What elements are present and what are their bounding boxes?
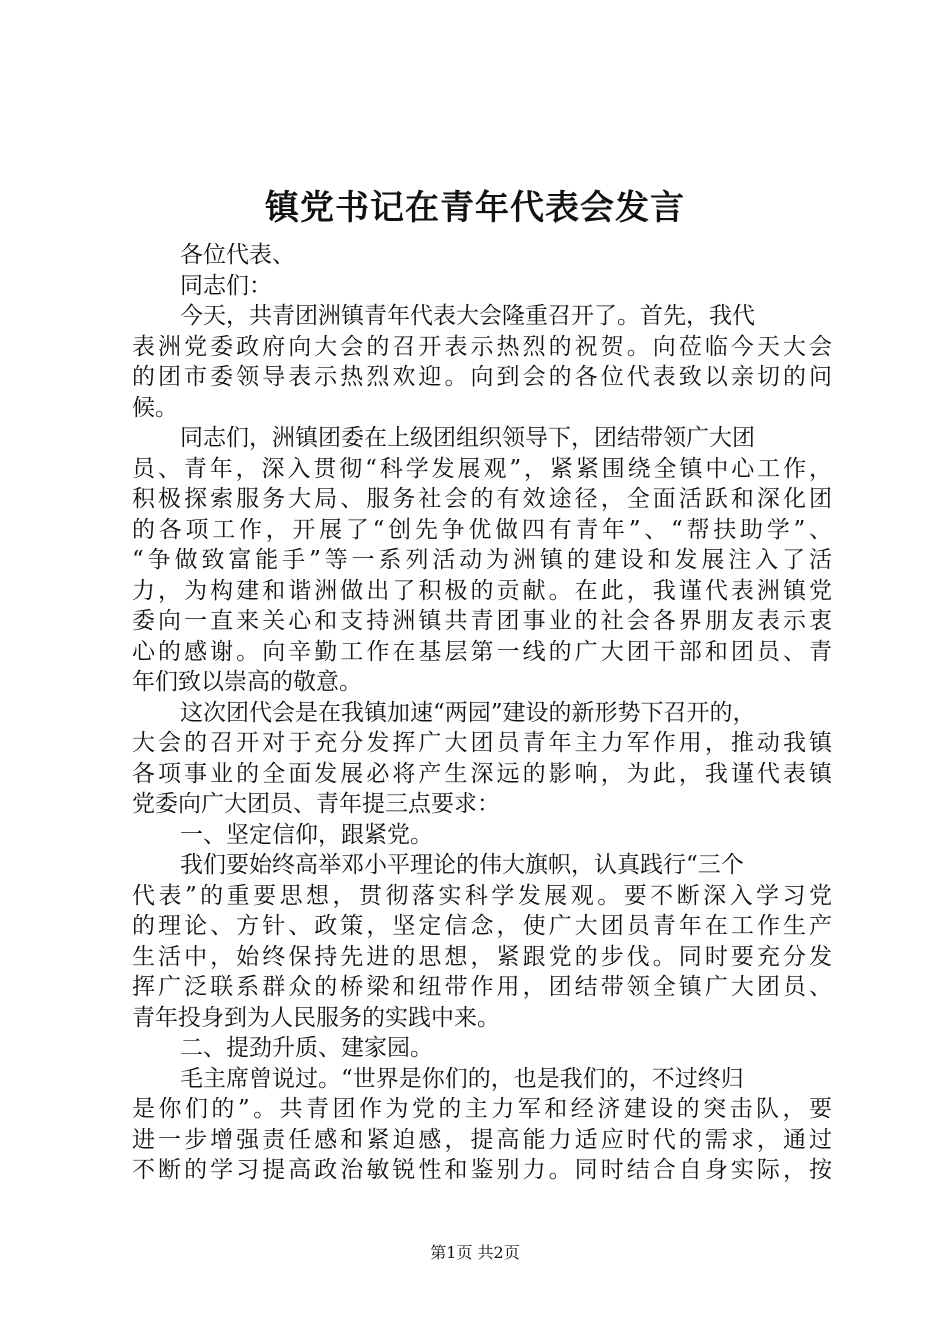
body-line: 是你们的”。共青团作为党的主力军和经济建设的突击队，要: [132, 1096, 832, 1122]
body-line: 心的感谢。向辛勤工作在基层第一线的广大团干部和团员、青: [132, 638, 832, 665]
body-line: 积极探索服务大局、服务社会的有效途径，全面活跃和深化团: [132, 486, 832, 512]
body-line: 的团市委领导表示热烈欢迎。向到会的各位代表致以亲切的问: [132, 364, 832, 390]
body-line: 委向一直来关心和支持洲镇共青团事业的社会各界朋友表示衷: [132, 608, 832, 634]
body-line: 员、青年，深入贯彻“科学发展观”，紧紧围绕全镇中心工作，: [132, 455, 832, 482]
body-line: 今天，共青团洲镇青年代表大会隆重召开了。首先，我代: [180, 303, 755, 329]
page-number-footer: 第1页 共2页: [430, 1243, 520, 1262]
body-line: 这次团代会是在我镇加速“两园”建设的新形势下召开的，: [180, 699, 756, 726]
body-line: 不断的学习提高政治敏锐性和鉴别力。同时结合自身实际，按: [132, 1157, 832, 1183]
body-line: 候。: [132, 394, 178, 421]
document-title: 镇党书记在青年代表会发言: [265, 188, 685, 228]
document-body: [132, 240, 832, 1186]
body-line: 力，为构建和谐洲做出了积极的贡献。在此，我谨代表洲镇党: [132, 577, 832, 604]
body-line: 一、坚定信仰，跟紧党。: [180, 821, 433, 848]
body-line: 二、提劲升质、建家园。: [180, 1035, 433, 1061]
body-line: “争做致富能手”等一系列活动为洲镇的建设和发展注入了活: [132, 547, 832, 573]
body-line: 年们致以崇高的敬意。: [132, 669, 362, 695]
body-line: 毛主席曾说过。“世界是你们的，也是我们的，不过终归: [180, 1065, 744, 1092]
body-line: 进一步增强责任感和紧迫感，提高能力适应时代的需求，通过: [132, 1126, 832, 1153]
body-line: 同志们：: [180, 272, 272, 299]
body-line: 的理论、方针、政策，坚定信念，使广大团员青年在工作生产: [132, 913, 832, 939]
body-line: 党委向广大团员、青年提三点要求：: [132, 791, 500, 817]
body-line: 挥广泛联系群众的桥梁和纽带作用，团结带领全镇广大团员、: [132, 974, 832, 1000]
body-line: 生活中，始终保持先进的思想，紧跟党的步伐。同时要充分发: [132, 943, 832, 970]
body-line: 同志们，洲镇团委在上级团组织领导下，团结带领广大团: [180, 425, 755, 451]
body-line: 各位代表、: [180, 242, 295, 268]
body-line: 青年投身到为人民服务的实践中来。: [132, 1004, 500, 1031]
body-line: 代表”的重要思想，贯彻落实科学发展观。要不断深入学习党: [132, 882, 832, 909]
body-line: 各项事业的全面发展必将产生深远的影响，为此，我谨代表镇: [132, 760, 832, 787]
body-line: 大会的召开对于充分发挥广大团员青年主力军作用，推动我镇: [132, 730, 832, 756]
body-line: 我们要始终高举邓小平理论的伟大旗帜，认真践行“三个: [180, 852, 744, 878]
body-line: 的各项工作，开展了“创先争优做四有青年”、“帮扶助学”、: [132, 516, 832, 543]
body-line: 表洲党委政府向大会的召开表示热烈的祝贺。向莅临今天大会: [132, 333, 832, 360]
